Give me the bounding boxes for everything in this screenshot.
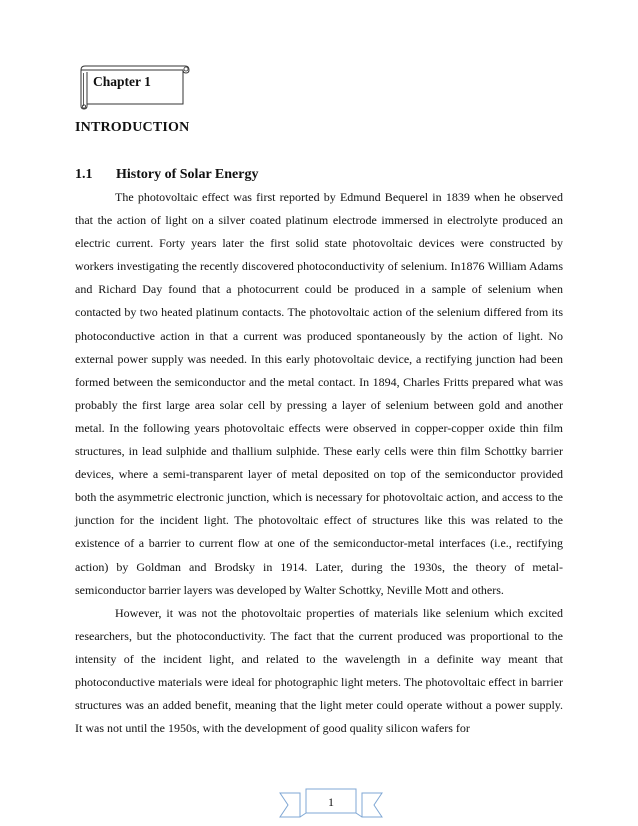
page-number-ribbon [276, 785, 386, 819]
section-number: 1.1 [75, 167, 93, 182]
paragraph: However, it was not the photovoltaic properties of materials like selenium which excited researchers, but the photoconductivity. The fact that the current produced was proportional to the intensity of the incident light, and related to the wavelength in a definite way meant that photoconductive materials were ideal for photographic light meters. The photovoltaic effect in barrier structures was an added benefit, meaning that the light meter could operate without a power supply. It was not until the 1950s, with the development of good quality silicon wafers for [75, 605, 563, 736]
chapter-heading: INTRODUCTION [75, 120, 190, 135]
page-number: 1 [328, 795, 334, 809]
section-heading [75, 167, 258, 183]
body-text [75, 186, 563, 740]
paragraph: The photovoltaic effect was first reported by Edmund Bequerel in 1839 when he observed that the action of light on a silver coated platinum electrode immersed in electrolyte produced an electric current. Forty years later the first solid state photovoltaic devices were constructed by workers investigating the recently discovered photoconductivity of selenium. In1876 William Adams and Richard Day found that a photocurrent could be produced in a sample of selenium when contacted by two heated platinum contacts. The photovoltaic action of the selenium differed from its photoconductive action in that a current was produced spontaneously by the action of light. No external power supply was needed. In this early photovoltaic device, a rectifying junction had been formed between the semiconductor and the metal contact. In 1894, Charles Fritts prepared what was probably the first large area solar cell by pressing a layer of selenium between gold and another metal. In the following years photovoltaic effects were observed in copper-copper oxide thin film structures, in lead sulphide and thallium sulphide. These early cells were thin film Schottky barrier devices, where a semi-transparent layer of metal deposited on top of the semiconductor provided both the asymmetric electronic junction, which is necessary for photovoltaic action, and access to the junction for the incident light. The photovoltaic effect of structures like this was related to the existence of a barrier to current flow at one of the semiconductor-metal interfaces (i.e., rectifying action) by Goldman and Brodsky in 1914. Later, during the 1930s, the theory of metal-semiconductor barrier layers was developed by Walter Schottky, Neville Mott and others. [75, 190, 563, 597]
section-title: History of Solar Energy [116, 167, 259, 182]
chapter-label: Chapter 1 [93, 74, 151, 89]
chapter-banner [75, 62, 191, 110]
